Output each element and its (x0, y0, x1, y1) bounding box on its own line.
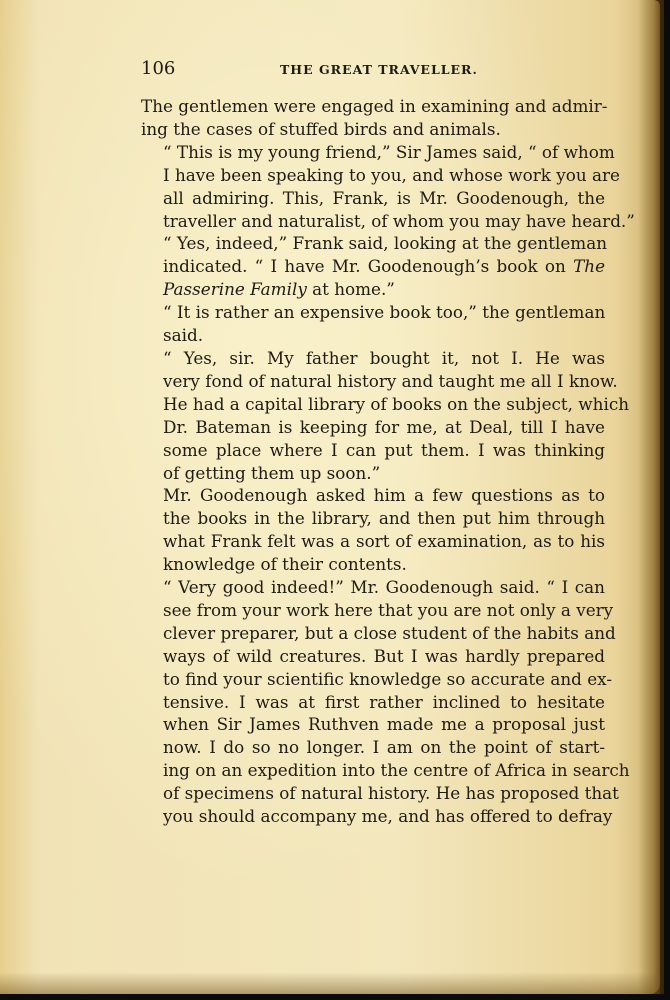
paragraph (141, 347, 630, 484)
paragraph (141, 95, 608, 141)
text-line: ing the cases of stuffed birds and animals. (141, 118, 501, 139)
text-line: “ Very good indeed!” Mr. Goodenough said. “ I can (163, 577, 605, 598)
text-line: the books in the library, and then put him through (163, 508, 605, 529)
text-line: clever preparer, but a close student of the habits and (163, 622, 616, 643)
running-head: THE GREAT TRAVELLER. (280, 62, 478, 77)
text-line: said. (163, 325, 204, 346)
page-bottom-shadow (0, 972, 660, 994)
paragraph (141, 576, 630, 828)
text-line: Passerine Family at home.” (163, 279, 395, 300)
text-line: some place where I can put them. I was thinking (163, 439, 605, 460)
text-line: all admiring. This, Frank, is Mr. Goodenough, the (163, 187, 605, 208)
paragraph (141, 301, 605, 347)
text-line: Dr. Bateman is keeping for me, at Deal, till I have (163, 416, 605, 437)
text-line: see from your work here that you are not only a very (163, 599, 614, 620)
book-title-italic: The (573, 256, 605, 277)
text-line: of getting them up soon.” (163, 462, 381, 483)
text-line: what Frank felt was a sort of examination, as to his (163, 531, 605, 552)
text-line: very fond of natural history and taught me all I know. (163, 370, 618, 391)
paragraph (141, 232, 608, 301)
text-line: “ This is my young friend,” Sir James said, “ of whom (163, 141, 615, 162)
page-edge-shadow (638, 0, 664, 994)
text-line: “ It is rather an expensive book too,” the gentleman (163, 302, 606, 323)
text-line: ways of wild creatures. But I was hardly prepared (163, 645, 605, 666)
text-line: traveller and naturalist, of whom you may have heard.” (163, 210, 635, 231)
body-text (141, 95, 635, 828)
page-header (141, 58, 605, 84)
paragraph (141, 484, 605, 576)
text-line: Mr. Goodenough asked him a few questions as to (163, 485, 605, 506)
text-line: ing on an expedition into the centre of Africa in search (163, 760, 630, 781)
text-line: indicated. “ I have Mr. Goodenough’s book on The (163, 256, 605, 277)
text-line: when Sir James Ruthven made me a proposal just (163, 714, 605, 735)
text-line: The gentlemen were engaged in examining and admir- (141, 96, 608, 116)
text-line: “ Yes, indeed,” Frank said, looking at the gentleman (163, 233, 608, 254)
text-line: He had a capital library of books on the subject, which (163, 393, 630, 414)
text-line: tensive. I was at first rather inclined to hesitate (163, 691, 605, 712)
text-line: of specimens of natural history. He has proposed that (163, 783, 619, 804)
page-number: 106 (141, 58, 176, 79)
text-line: “ Yes, sir. My father bought it, not I. He was (163, 347, 605, 368)
text-line: knowledge of their contents. (163, 554, 407, 575)
text-line: now. I do so no longer. I am on the point of start- (163, 737, 605, 758)
text-line: to find your scientific knowledge so accurate and ex- (163, 668, 613, 689)
text-line: you should accompany me, and has offered to defray (163, 806, 613, 827)
book-title-italic: Passerine Family (163, 279, 307, 300)
paragraph (141, 141, 635, 233)
text-line: I have been speaking to you, and whose work you are (163, 164, 620, 185)
